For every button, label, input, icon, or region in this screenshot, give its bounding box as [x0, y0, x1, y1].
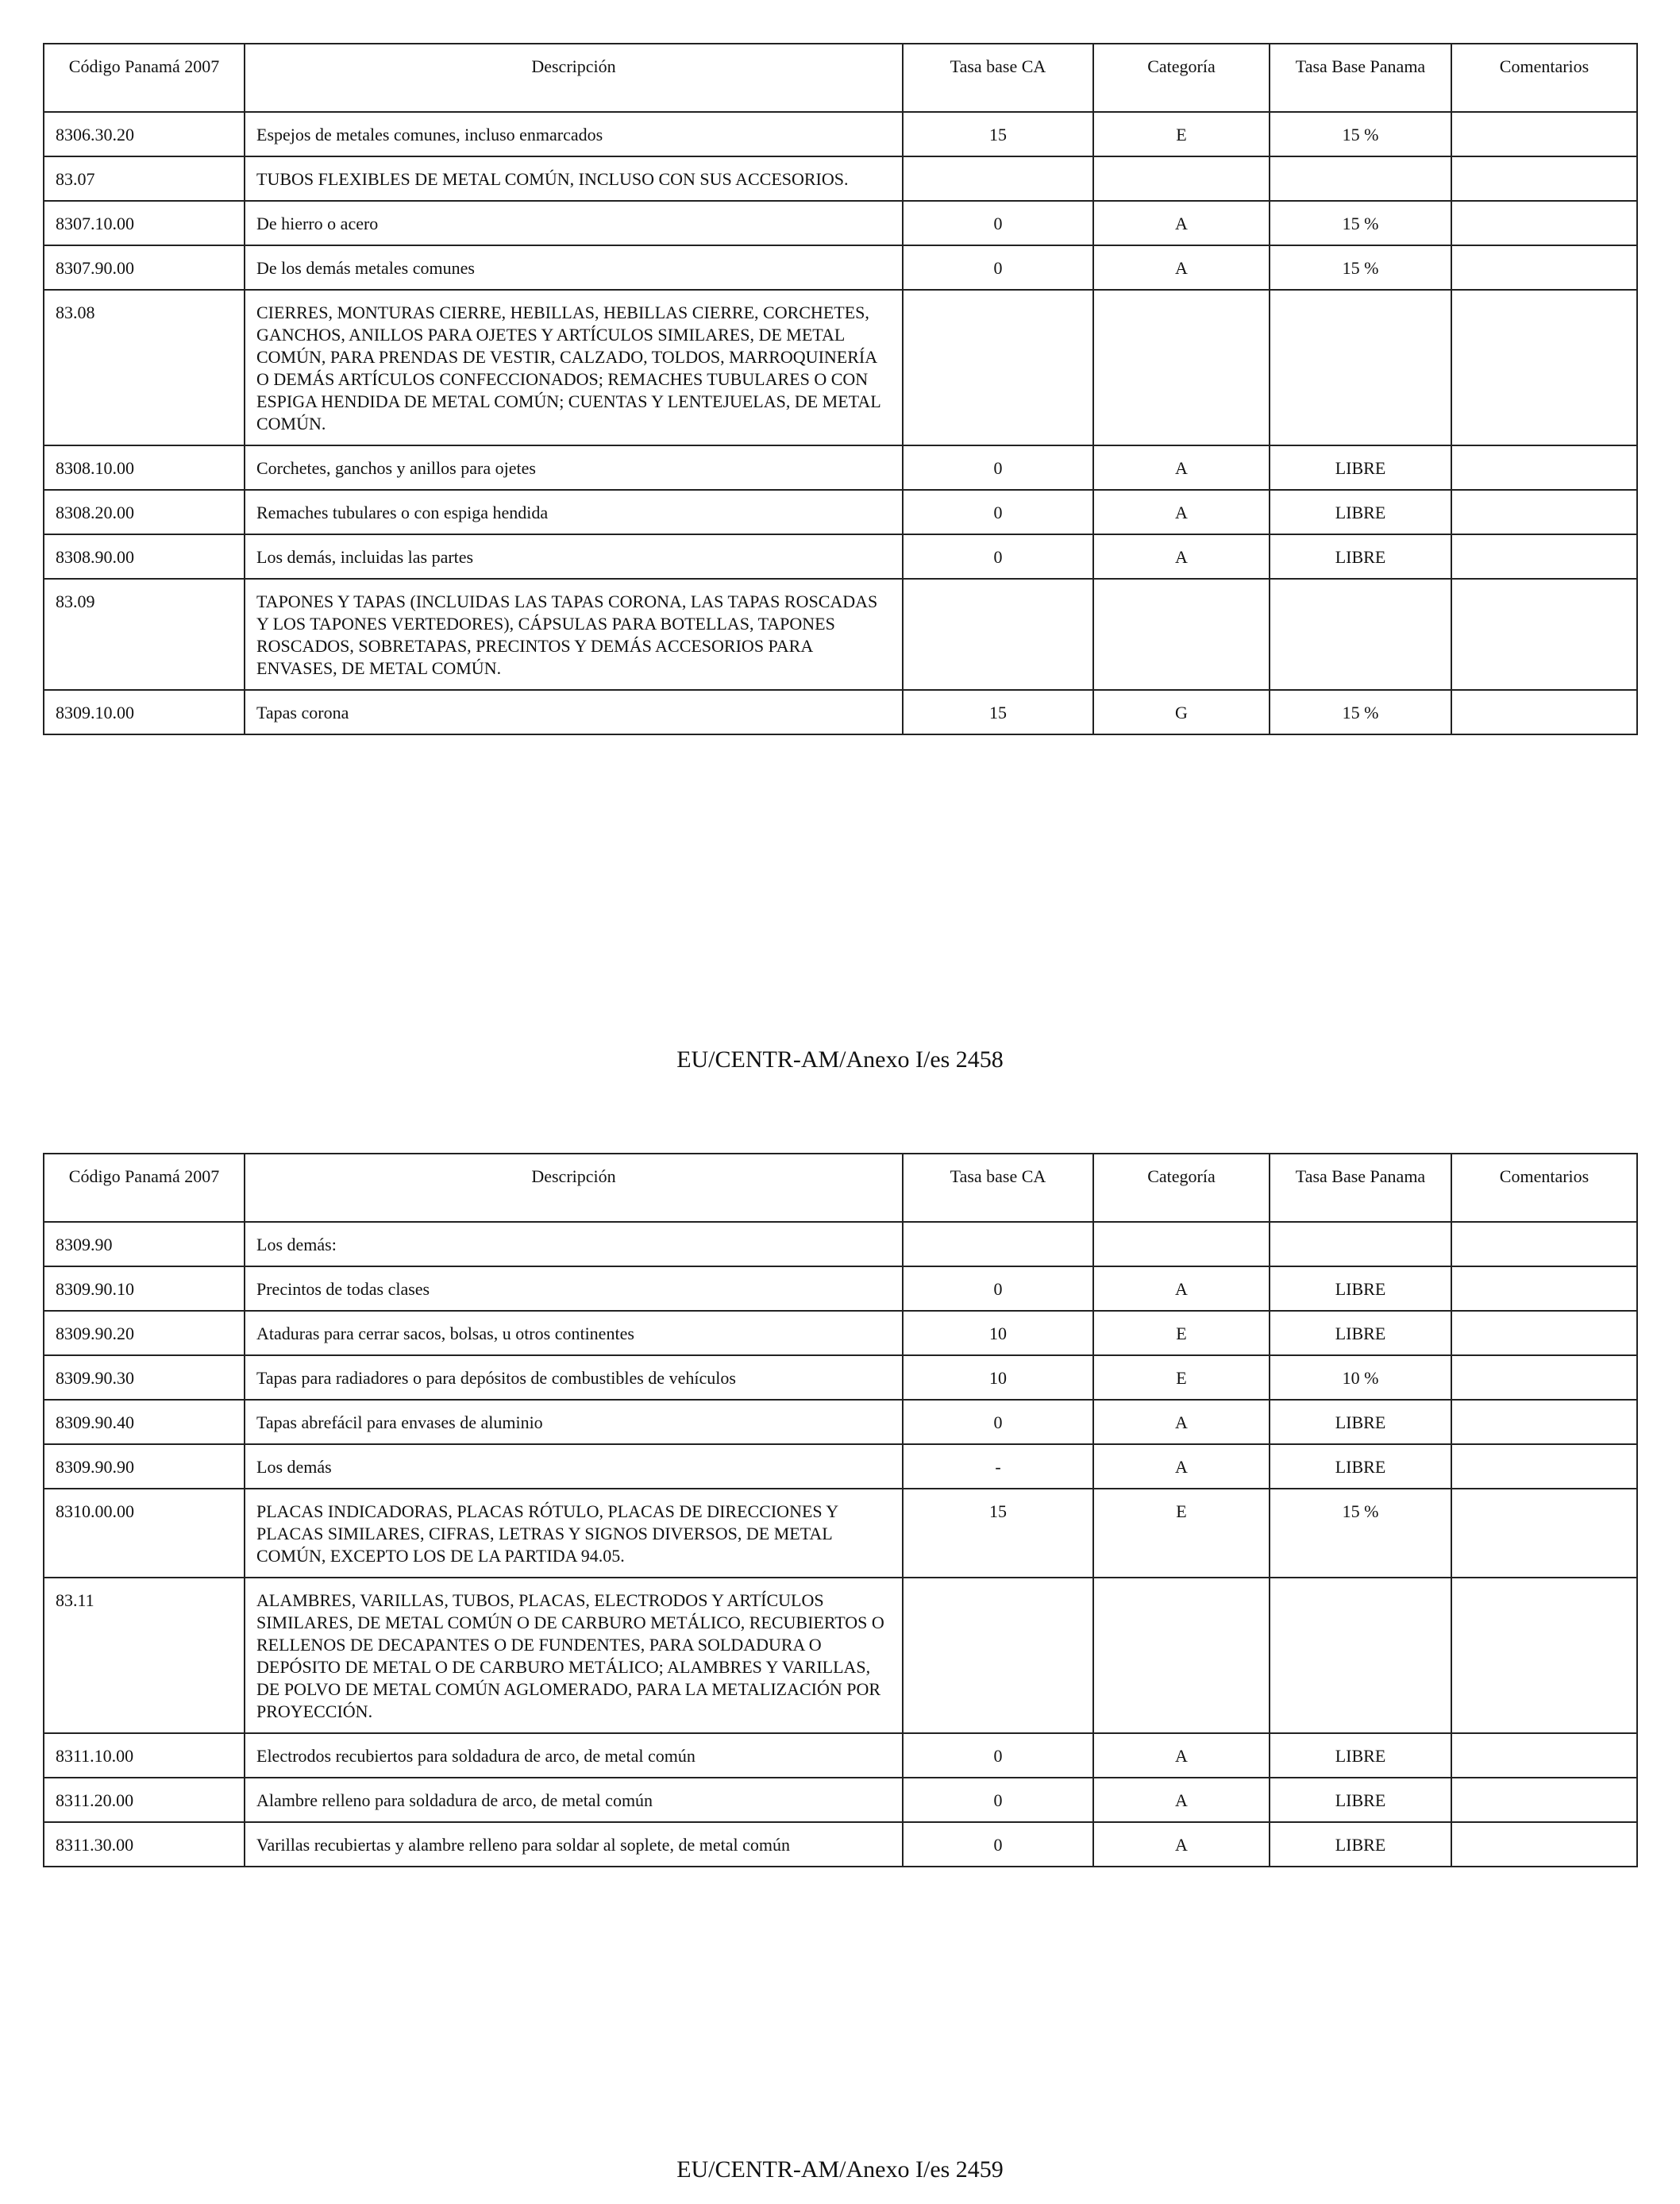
cell-tasa-base-ca: 0 [903, 1778, 1093, 1822]
cell-tasa-base-ca: 0 [903, 445, 1093, 490]
cell-comentarios [1451, 1489, 1637, 1578]
cell-descripcion: De hierro o acero [245, 201, 903, 245]
cell-comentarios [1451, 1355, 1637, 1400]
cell-comentarios [1451, 156, 1637, 201]
cell-categoria: A [1093, 201, 1270, 245]
cell-tasa-base-panama: LIBRE [1270, 534, 1451, 579]
table-row [44, 1444, 1637, 1489]
cell-comentarios [1451, 1400, 1637, 1444]
cell-codigo: 8309.90.40 [44, 1400, 245, 1444]
cell-codigo: 83.08 [44, 290, 245, 445]
cell-codigo: 8306.30.20 [44, 112, 245, 156]
cell-codigo: 8311.30.00 [44, 1822, 245, 1867]
cell-tasa-base-ca: 0 [903, 534, 1093, 579]
cell-codigo: 8309.90.10 [44, 1266, 245, 1311]
cell-comentarios [1451, 579, 1637, 690]
cell-categoria [1093, 1578, 1270, 1733]
cell-categoria [1093, 579, 1270, 690]
cell-comentarios [1451, 1822, 1637, 1867]
table-header-row [44, 1154, 1637, 1222]
table-row [44, 690, 1637, 734]
cell-tasa-base-panama: 15 % [1270, 112, 1451, 156]
page-footer-2459: EU/CENTR-AM/Anexo I/es 2459 [676, 2156, 1004, 2183]
cell-categoria: A [1093, 490, 1270, 534]
cell-categoria [1093, 156, 1270, 201]
cell-descripcion: Corchetes, ganchos y anillos para ojetes [245, 445, 903, 490]
cell-tasa-base-panama: 15 % [1270, 201, 1451, 245]
cell-comentarios [1451, 1311, 1637, 1355]
cell-tasa-base-ca [903, 156, 1093, 201]
cell-tasa-base-ca: 0 [903, 1266, 1093, 1311]
cell-codigo: 8309.90.30 [44, 1355, 245, 1400]
tariff-table-page-2458 [43, 43, 1638, 735]
cell-comentarios [1451, 1266, 1637, 1311]
cell-categoria: A [1093, 245, 1270, 290]
cell-tasa-base-panama [1270, 579, 1451, 690]
cell-tasa-base-ca: 10 [903, 1355, 1093, 1400]
cell-descripcion: Tapas corona [245, 690, 903, 734]
table-row [44, 579, 1637, 690]
cell-comentarios [1451, 290, 1637, 445]
table-row [44, 201, 1637, 245]
cell-categoria: A [1093, 1400, 1270, 1444]
cell-comentarios [1451, 445, 1637, 490]
cell-categoria: A [1093, 1733, 1270, 1778]
cell-codigo: 8309.90 [44, 1222, 245, 1266]
cell-categoria [1093, 1222, 1270, 1266]
table-row [44, 1355, 1637, 1400]
cell-tasa-base-ca: 0 [903, 245, 1093, 290]
cell-tasa-base-ca [903, 1222, 1093, 1266]
cell-comentarios [1451, 1444, 1637, 1489]
table-row [44, 245, 1637, 290]
header-tasa-base-panama: Tasa Base Panama [1270, 1154, 1451, 1222]
cell-tasa-base-ca: 15 [903, 690, 1093, 734]
cell-categoria: G [1093, 690, 1270, 734]
header-categoria: Categoría [1093, 1154, 1270, 1222]
cell-tasa-base-panama: LIBRE [1270, 1733, 1451, 1778]
table-row [44, 1578, 1637, 1733]
cell-codigo: 8309.90.20 [44, 1311, 245, 1355]
cell-tasa-base-ca: 0 [903, 1400, 1093, 1444]
header-comentarios: Comentarios [1451, 44, 1637, 112]
table-row [44, 290, 1637, 445]
cell-descripcion: Tapas abrefácil para envases de aluminio [245, 1400, 903, 1444]
cell-tasa-base-panama: 15 % [1270, 245, 1451, 290]
cell-categoria: A [1093, 1822, 1270, 1867]
cell-categoria: E [1093, 1489, 1270, 1578]
cell-tasa-base-panama: 10 % [1270, 1355, 1451, 1400]
table-row [44, 1733, 1637, 1778]
cell-categoria: E [1093, 1355, 1270, 1400]
cell-tasa-base-ca: 15 [903, 1489, 1093, 1578]
cell-descripcion: PLACAS INDICADORAS, PLACAS RÓTULO, PLACAS DE DIRECCIONES Y PLACAS SIMILARES, CIFRAS, LETRAS Y SIGNOS DIVERSOS, DE METAL COMÚN, EXCEPTO LOS DE LA PARTIDA 94.05. [245, 1489, 903, 1578]
cell-descripcion: Electrodos recubiertos para soldadura de arco, de metal común [245, 1733, 903, 1778]
cell-tasa-base-panama: LIBRE [1270, 1400, 1451, 1444]
table-row [44, 1778, 1637, 1822]
cell-tasa-base-ca [903, 579, 1093, 690]
cell-codigo: 8307.10.00 [44, 201, 245, 245]
header-tasa-base-panama: Tasa Base Panama [1270, 44, 1451, 112]
cell-descripcion: De los demás metales comunes [245, 245, 903, 290]
cell-descripcion: Los demás [245, 1444, 903, 1489]
cell-codigo: 8311.20.00 [44, 1778, 245, 1822]
cell-tasa-base-panama [1270, 156, 1451, 201]
cell-tasa-base-panama [1270, 1222, 1451, 1266]
cell-categoria: A [1093, 1778, 1270, 1822]
table-row [44, 445, 1637, 490]
cell-tasa-base-ca: 0 [903, 1822, 1093, 1867]
cell-comentarios [1451, 245, 1637, 290]
cell-tasa-base-panama: LIBRE [1270, 1266, 1451, 1311]
cell-descripcion: Ataduras para cerrar sacos, bolsas, u otros continentes [245, 1311, 903, 1355]
page-footer-2458: EU/CENTR-AM/Anexo I/es 2458 [676, 1046, 1004, 1073]
cell-tasa-base-panama [1270, 290, 1451, 445]
cell-tasa-base-panama: LIBRE [1270, 1822, 1451, 1867]
cell-tasa-base-ca: 10 [903, 1311, 1093, 1355]
cell-tasa-base-panama: LIBRE [1270, 445, 1451, 490]
table-row [44, 1489, 1637, 1578]
cell-descripcion: Espejos de metales comunes, incluso enmarcados [245, 112, 903, 156]
header-tasa-base-ca: Tasa base CA [903, 44, 1093, 112]
cell-descripcion: TUBOS FLEXIBLES DE METAL COMÚN, INCLUSO CON SUS ACCESORIOS. [245, 156, 903, 201]
cell-comentarios [1451, 1578, 1637, 1733]
cell-comentarios [1451, 690, 1637, 734]
cell-categoria: A [1093, 445, 1270, 490]
table-row [44, 112, 1637, 156]
cell-codigo: 83.11 [44, 1578, 245, 1733]
table-header-row [44, 44, 1637, 112]
cell-codigo: 8311.10.00 [44, 1733, 245, 1778]
cell-tasa-base-ca: 0 [903, 201, 1093, 245]
cell-descripcion: Los demás: [245, 1222, 903, 1266]
cell-tasa-base-panama: LIBRE [1270, 1444, 1451, 1489]
cell-codigo: 8308.10.00 [44, 445, 245, 490]
cell-tasa-base-panama [1270, 1578, 1451, 1733]
cell-tasa-base-panama: LIBRE [1270, 1778, 1451, 1822]
table-row [44, 1266, 1637, 1311]
cell-codigo: 8308.90.00 [44, 534, 245, 579]
cell-comentarios [1451, 490, 1637, 534]
cell-tasa-base-ca [903, 1578, 1093, 1733]
header-categoria: Categoría [1093, 44, 1270, 112]
cell-codigo: 8310.00.00 [44, 1489, 245, 1578]
cell-comentarios [1451, 201, 1637, 245]
cell-comentarios [1451, 1222, 1637, 1266]
cell-descripcion: CIERRES, MONTURAS CIERRE, HEBILLAS, HEBILLAS CIERRE, CORCHETES, GANCHOS, ANILLOS PARA OJETES Y ARTÍCULOS SIMILARES, DE METAL COMÚN, PARA PRENDAS DE VESTIR, CALZADO, TOLDOS, MARROQUINERÍA O DEMÁS ARTÍCULOS CONFECCIONADOS; REMACHES TUBULARES O CON ESPIGA HENDIDA DE METAL COMÚN; CUENTAS Y LENTEJUELAS, DE METAL COMÚN. [245, 290, 903, 445]
cell-descripcion: Tapas para radiadores o para depósitos de combustibles de vehículos [245, 1355, 903, 1400]
cell-tasa-base-ca: 0 [903, 1733, 1093, 1778]
cell-codigo: 8308.20.00 [44, 490, 245, 534]
table-row [44, 1222, 1637, 1266]
cell-descripcion: Precintos de todas clases [245, 1266, 903, 1311]
cell-tasa-base-panama: LIBRE [1270, 490, 1451, 534]
cell-tasa-base-ca: 0 [903, 490, 1093, 534]
table-row [44, 156, 1637, 201]
cell-codigo: 8307.90.00 [44, 245, 245, 290]
header-comentarios: Comentarios [1451, 1154, 1637, 1222]
table-row [44, 1822, 1637, 1867]
cell-descripcion: Varillas recubiertas y alambre relleno para soldar al soplete, de metal común [245, 1822, 903, 1867]
cell-descripcion: Los demás, incluidas las partes [245, 534, 903, 579]
cell-tasa-base-ca: - [903, 1444, 1093, 1489]
cell-descripcion: Alambre relleno para soldadura de arco, de metal común [245, 1778, 903, 1822]
cell-codigo: 83.09 [44, 579, 245, 690]
table-row [44, 1400, 1637, 1444]
cell-codigo: 83.07 [44, 156, 245, 201]
cell-categoria: A [1093, 1266, 1270, 1311]
cell-tasa-base-panama: 15 % [1270, 1489, 1451, 1578]
cell-descripcion: TAPONES Y TAPAS (INCLUIDAS LAS TAPAS CORONA, LAS TAPAS ROSCADAS Y LOS TAPONES VERTEDORES), CÁPSULAS PARA BOTELLAS, TAPONES ROSCADOS, SOBRETAPAS, PRECINTOS Y DEMÁS ACCESORIOS PARA ENVASES, DE METAL COMÚN. [245, 579, 903, 690]
tariff-table-page-2459 [43, 1153, 1638, 1867]
cell-categoria: A [1093, 534, 1270, 579]
cell-tasa-base-panama: 15 % [1270, 690, 1451, 734]
cell-tasa-base-ca: 15 [903, 112, 1093, 156]
cell-descripcion: Remaches tubulares o con espiga hendida [245, 490, 903, 534]
header-codigo: Código Panamá 2007 [44, 44, 245, 112]
table-row [44, 1311, 1637, 1355]
cell-comentarios [1451, 1733, 1637, 1778]
cell-tasa-base-panama: LIBRE [1270, 1311, 1451, 1355]
cell-descripcion: ALAMBRES, VARILLAS, TUBOS, PLACAS, ELECTRODOS Y ARTÍCULOS SIMILARES, DE METAL COMÚN O DE CARBURO METÁLICO, RECUBIERTOS O RELLENOS DE DECAPANTES O DE FUNDENTES, PARA SOLDADURA O DEPÓSITO DE METAL O DE CARBURO METÁLICO; ALAMBRES Y VARILLAS, DE POLVO DE METAL COMÚN AGLOMERADO, PARA LA METALIZACIÓN POR PROYECCIÓN. [245, 1578, 903, 1733]
table-row [44, 534, 1637, 579]
cell-comentarios [1451, 534, 1637, 579]
cell-comentarios [1451, 112, 1637, 156]
cell-codigo: 8309.10.00 [44, 690, 245, 734]
header-descripcion: Descripción [245, 1154, 903, 1222]
cell-categoria [1093, 290, 1270, 445]
table-row [44, 490, 1637, 534]
cell-categoria: E [1093, 112, 1270, 156]
cell-codigo: 8309.90.90 [44, 1444, 245, 1489]
cell-categoria: A [1093, 1444, 1270, 1489]
header-tasa-base-ca: Tasa base CA [903, 1154, 1093, 1222]
header-descripcion: Descripción [245, 44, 903, 112]
cell-categoria: E [1093, 1311, 1270, 1355]
cell-tasa-base-ca [903, 290, 1093, 445]
header-codigo: Código Panamá 2007 [44, 1154, 245, 1222]
cell-comentarios [1451, 1778, 1637, 1822]
